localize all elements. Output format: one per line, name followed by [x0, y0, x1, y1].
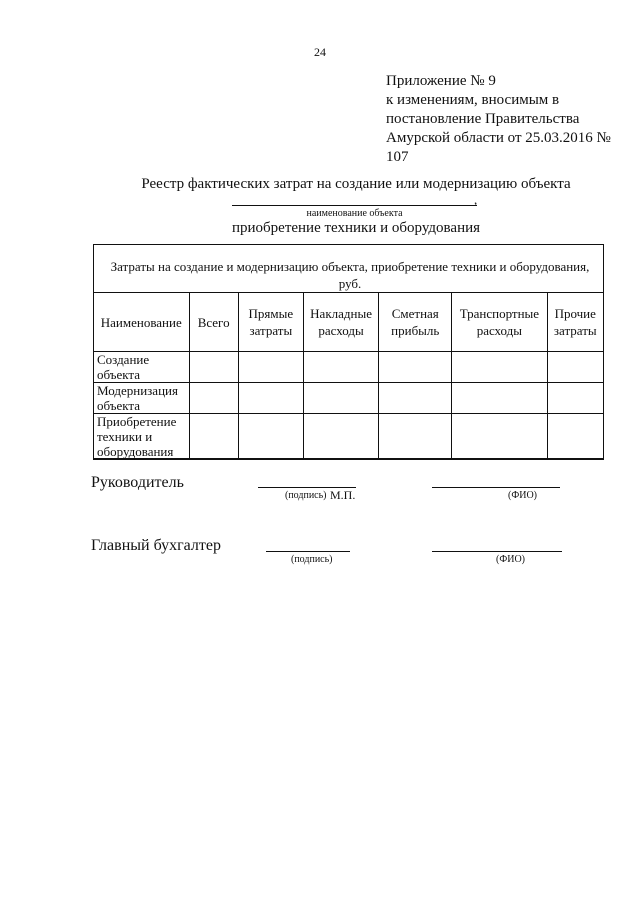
object-name-caption: наименование объекта	[306, 208, 403, 219]
row-label: Модернизация объекта	[94, 383, 190, 414]
table-cell	[189, 414, 238, 460]
table-cell	[238, 414, 303, 460]
table-cell	[238, 352, 303, 383]
row-label: Создание объекта	[94, 352, 190, 383]
column-header: Всего	[189, 293, 238, 352]
appendix-line: 107	[386, 149, 409, 165]
accountant-signature-caption: (подпись)	[291, 554, 333, 565]
column-header: Накладные расходы	[303, 293, 378, 352]
appendix-line: Амурской области от 25.03.2016 №	[386, 130, 611, 146]
object-line-comma: ,	[474, 192, 478, 207]
table-cell	[452, 352, 547, 383]
head-name-caption: (ФИО)	[508, 490, 538, 501]
table-cell	[379, 352, 452, 383]
head-label: Руководитель	[91, 474, 184, 491]
table-header-row	[94, 293, 604, 352]
head-signature-caption: (подпись)	[285, 490, 327, 501]
table-cell	[547, 414, 603, 460]
table-row	[94, 383, 604, 414]
accountant-name-caption: (ФИО)	[496, 554, 526, 565]
page-number: 24	[314, 45, 326, 59]
column-header: Сметная прибыль	[379, 293, 452, 352]
table-cell	[452, 383, 547, 414]
table-row	[94, 352, 604, 383]
document-subtitle: приобретение техники и оборудования	[231, 220, 481, 236]
appendix-line: к изменениям, вносимым в	[386, 92, 560, 108]
stamp-placeholder: М.П.	[330, 488, 356, 502]
accountant-label: Главный бухгалтер	[91, 537, 221, 554]
table-row	[94, 414, 604, 460]
table-cell	[303, 414, 378, 460]
column-header: Транспортные расходы	[452, 293, 547, 352]
appendix-line: Приложение № 9	[386, 73, 496, 89]
appendix-block	[386, 72, 626, 167]
costs-table	[93, 292, 604, 460]
table-cell	[547, 352, 603, 383]
accountant-name-line	[432, 551, 562, 552]
row-label: Приобретение техники и оборудования	[94, 414, 190, 460]
head-name-line	[432, 487, 560, 488]
table-cell	[189, 352, 238, 383]
costs-caption: Затраты на создание и модернизацию объекта, приобретение техники и оборудования, руб.	[110, 259, 590, 291]
table-cell	[452, 414, 547, 460]
document-title: Реестр фактических затрат на создание или модернизацию объекта	[141, 176, 571, 192]
table-cell	[547, 383, 603, 414]
table-cell	[379, 414, 452, 460]
column-header: Наименование	[94, 293, 190, 352]
table-cell	[189, 383, 238, 414]
accountant-signature-line	[266, 551, 350, 552]
column-header: Прямые затраты	[238, 293, 303, 352]
table-cell	[238, 383, 303, 414]
column-header: Прочие затраты	[547, 293, 603, 352]
object-name-line	[232, 205, 477, 206]
table-cell	[303, 352, 378, 383]
table-cell	[303, 383, 378, 414]
table-cell	[379, 383, 452, 414]
appendix-line: постановление Правительства	[386, 111, 580, 127]
